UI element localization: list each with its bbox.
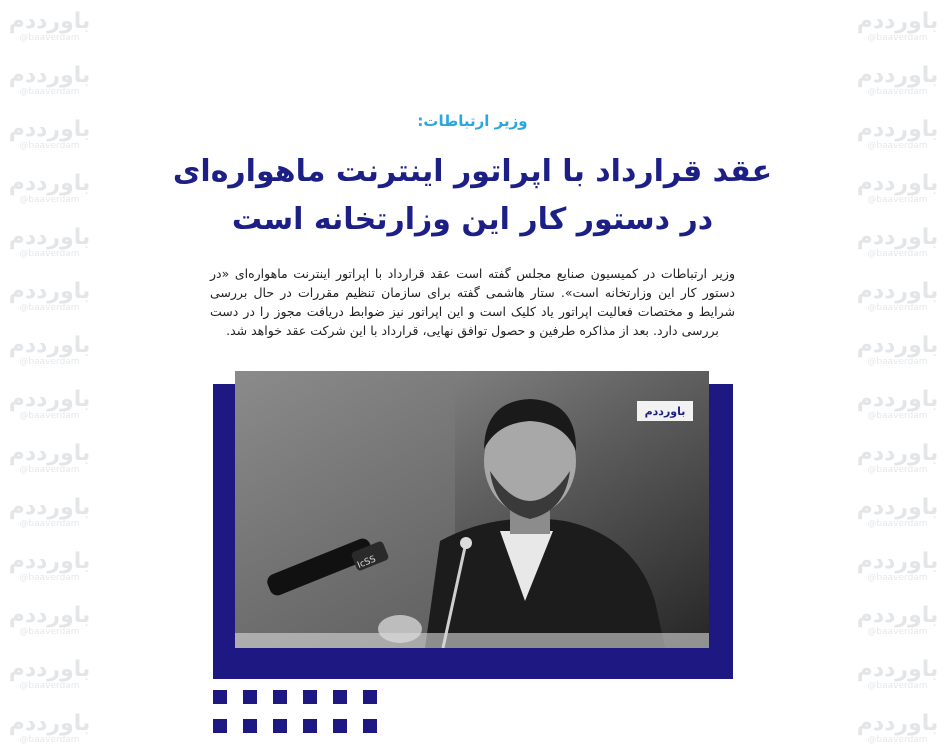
watermark xyxy=(850,648,945,702)
watermark xyxy=(850,540,945,594)
decorative-dot xyxy=(213,719,227,733)
watermark xyxy=(2,270,97,324)
watermark-handle: @baaverdam xyxy=(867,356,928,367)
watermark-handle: @baaverdam xyxy=(19,248,80,259)
watermark-logo: باورددم xyxy=(8,440,91,466)
watermark-handle: @baaverdam xyxy=(867,680,928,691)
article-photo xyxy=(235,371,709,648)
watermark xyxy=(850,216,945,270)
watermark xyxy=(2,702,97,756)
watermark-logo: باورددم xyxy=(856,710,939,736)
watermark xyxy=(850,702,945,756)
watermark-handle: @baaverdam xyxy=(19,32,80,43)
watermark-handle: @baaverdam xyxy=(867,410,928,421)
watermark-logo: باورددم xyxy=(8,602,91,628)
svg-text:IcSS: IcSS xyxy=(356,554,378,571)
decorative-dot xyxy=(303,719,317,733)
watermark-logo: باورددم xyxy=(856,656,939,682)
watermark-handle: @baaverdam xyxy=(867,32,928,43)
decorative-dots xyxy=(213,690,383,740)
decorative-dot xyxy=(273,719,287,733)
watermark-handle: @baaverdam xyxy=(867,140,928,151)
watermark-logo: باورددم xyxy=(8,8,91,34)
watermark-handle: @baaverdam xyxy=(867,572,928,583)
watermark-handle: @baaverdam xyxy=(867,248,928,259)
watermark xyxy=(2,0,97,54)
watermark-logo: باورددم xyxy=(856,224,939,250)
watermark-handle: @baaverdam xyxy=(19,140,80,151)
watermark-logo: باورددم xyxy=(8,278,91,304)
article-headline xyxy=(150,148,795,244)
watermark xyxy=(850,324,945,378)
headline-line-2: در دستور کار این وزارتخانه است xyxy=(231,202,714,237)
watermark-logo: باورددم xyxy=(856,386,939,412)
watermark-logo: باورددم xyxy=(8,386,91,412)
watermark xyxy=(2,162,97,216)
watermark xyxy=(2,648,97,702)
watermark-handle: @baaverdam xyxy=(867,302,928,313)
watermark-handle: @baaverdam xyxy=(19,194,80,205)
watermark xyxy=(850,594,945,648)
decorative-dot xyxy=(213,690,227,704)
watermark-handle: @baaverdam xyxy=(19,572,80,583)
watermark-logo: باورددم xyxy=(8,116,91,142)
watermark xyxy=(850,0,945,54)
watermark xyxy=(2,216,97,270)
decorative-dot xyxy=(243,690,257,704)
decorative-dot xyxy=(333,719,347,733)
watermark-handle: @baaverdam xyxy=(19,464,80,475)
article-kicker: وزیر ارتباطات: xyxy=(417,112,528,130)
watermark-handle: @baaverdam xyxy=(19,680,80,691)
watermark xyxy=(850,270,945,324)
watermark-logo: باورددم xyxy=(8,710,91,736)
watermark-handle: @baaverdam xyxy=(867,86,928,97)
watermark xyxy=(2,324,97,378)
watermark-logo: باورددم xyxy=(8,62,91,88)
watermark xyxy=(850,378,945,432)
watermark-logo: باورددم xyxy=(8,170,91,196)
watermark-handle: @baaverdam xyxy=(867,626,928,637)
watermark-logo: باورددم xyxy=(856,332,939,358)
watermark-handle: @baaverdam xyxy=(19,86,80,97)
watermark-handle: @baaverdam xyxy=(19,734,80,745)
watermark-logo: باورددم xyxy=(8,548,91,574)
watermark xyxy=(2,486,97,540)
decorative-dot xyxy=(333,690,347,704)
watermark-logo: باورددم xyxy=(856,602,939,628)
watermark-handle: @baaverdam xyxy=(19,518,80,529)
watermark xyxy=(2,54,97,108)
watermark-handle: @baaverdam xyxy=(867,518,928,529)
watermark-logo: باورددم xyxy=(856,494,939,520)
watermark-logo: باورددم xyxy=(856,116,939,142)
watermark xyxy=(850,432,945,486)
watermark-handle: @baaverdam xyxy=(19,626,80,637)
decorative-dot xyxy=(273,690,287,704)
watermark-logo: باورددم xyxy=(8,494,91,520)
watermark-logo: باورددم xyxy=(8,224,91,250)
watermark-logo: باورددم xyxy=(856,440,939,466)
decorative-dot xyxy=(243,719,257,733)
watermark-logo: باورددم xyxy=(856,62,939,88)
watermark xyxy=(850,486,945,540)
watermark-logo: باورددم xyxy=(8,656,91,682)
watermark xyxy=(2,378,97,432)
watermark xyxy=(2,594,97,648)
article-body: وزیر ارتباطات در کمیسیون صنایع مجلس گفته است عقد قرارداد با اپراتور اینترنت ماهواره‌ای «در دستور کار این وزارتخانه است». ستار هاشمی گفته برای سازمان تنظیم مقررات در حال بررسی شرایط و مختصات فعالیت اپراتور یاد کلیک است و این اپراتور نیز ضوابط دریافت مجوز را در دست بررسی دارد. بعد از مذاکره طرفین و حصول توافق نهایی، قرارداد با این شرکت عقد خواهد شد. xyxy=(210,266,735,338)
watermark-handle: @baaverdam xyxy=(19,302,80,313)
decorative-dot xyxy=(303,690,317,704)
watermark-logo: باورددم xyxy=(856,278,939,304)
watermark-handle: @baaverdam xyxy=(867,194,928,205)
watermark-logo: باورددم xyxy=(856,170,939,196)
headline-line-1: عقد قرارداد با اپراتور اینترنت ماهواره‌ای xyxy=(172,154,773,189)
watermark-logo: باورددم xyxy=(8,332,91,358)
decorative-dot xyxy=(363,690,377,704)
watermark-handle: @baaverdam xyxy=(867,734,928,745)
watermark xyxy=(850,54,945,108)
watermark xyxy=(2,432,97,486)
watermark xyxy=(2,540,97,594)
watermark-handle: @baaverdam xyxy=(867,464,928,475)
watermark-handle: @baaverdam xyxy=(19,356,80,367)
decorative-dot xyxy=(363,719,377,733)
watermark-handle: @baaverdam xyxy=(19,410,80,421)
photo-logo: باورددم xyxy=(637,401,693,421)
watermark-logo: باورددم xyxy=(856,548,939,574)
watermark xyxy=(850,162,945,216)
watermark-logo: باورددم xyxy=(856,8,939,34)
